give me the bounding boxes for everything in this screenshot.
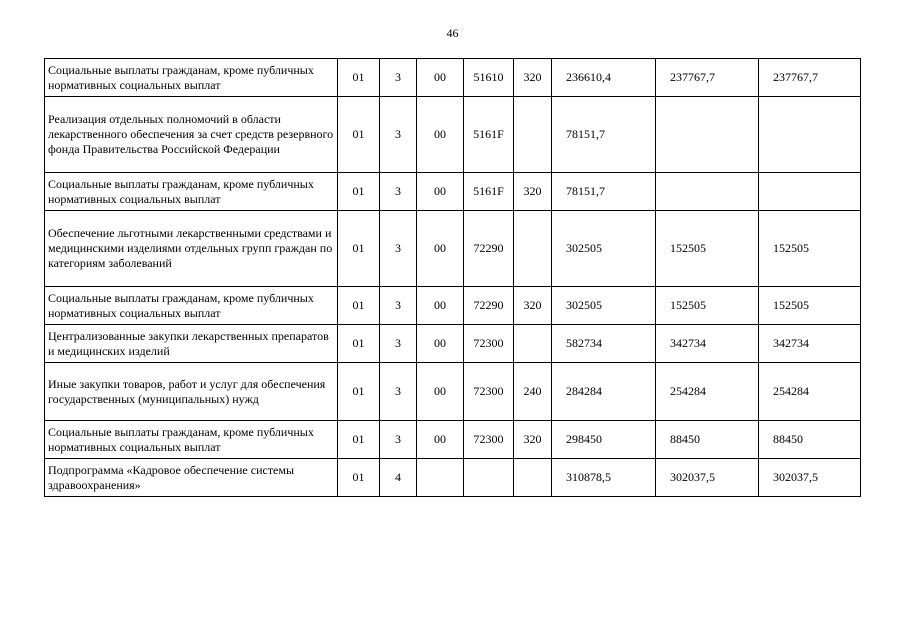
row-name: Централизованные закупки лекарственных препаратов и медицинских изделий xyxy=(45,325,338,363)
amount-year-1: 236610,4 xyxy=(552,59,656,97)
code-subprogram: 3 xyxy=(380,421,417,459)
amount-year-1: 582734 xyxy=(552,325,656,363)
code-program: 01 xyxy=(338,459,380,497)
amount-year-2: 342734 xyxy=(656,325,759,363)
row-name: Подпрограмма «Кадровое обеспечение системы здравоохранения» xyxy=(45,459,338,497)
row-name: Иные закупки товаров, работ и услуг для обеспечения государственных (муниципальных) нужд xyxy=(45,363,338,421)
amount-year-2 xyxy=(656,97,759,173)
table-row xyxy=(45,97,861,173)
amount-year-1: 298450 xyxy=(552,421,656,459)
code-program: 01 xyxy=(338,363,380,421)
amount-year-2 xyxy=(656,173,759,211)
code-direction: 72300 xyxy=(464,325,514,363)
code-subprogram: 3 xyxy=(380,173,417,211)
row-name: Социальные выплаты гражданам, кроме публичных нормативных социальных выплат xyxy=(45,173,338,211)
table-row xyxy=(45,363,861,421)
amount-year-2: 237767,7 xyxy=(656,59,759,97)
table-row xyxy=(45,325,861,363)
code-event: 00 xyxy=(417,211,464,287)
amount-year-1: 310878,5 xyxy=(552,459,656,497)
code-subprogram: 3 xyxy=(380,211,417,287)
row-name: Социальные выплаты гражданам, кроме публичных нормативных социальных выплат xyxy=(45,59,338,97)
table-row xyxy=(45,287,861,325)
code-program: 01 xyxy=(338,287,380,325)
code-subprogram: 3 xyxy=(380,97,417,173)
code-program: 01 xyxy=(338,325,380,363)
amount-year-1: 302505 xyxy=(552,287,656,325)
table-row xyxy=(45,421,861,459)
amount-year-3: 237767,7 xyxy=(759,59,861,97)
code-expense-type: 320 xyxy=(514,59,552,97)
code-subprogram: 3 xyxy=(380,287,417,325)
code-direction: 72290 xyxy=(464,211,514,287)
code-expense-type: 320 xyxy=(514,421,552,459)
amount-year-2: 254284 xyxy=(656,363,759,421)
code-direction xyxy=(464,459,514,497)
amount-year-2: 88450 xyxy=(656,421,759,459)
amount-year-1: 78151,7 xyxy=(552,173,656,211)
row-name: Социальные выплаты гражданам, кроме публичных нормативных социальных выплат xyxy=(45,421,338,459)
code-subprogram: 3 xyxy=(380,325,417,363)
code-program: 01 xyxy=(338,173,380,211)
code-expense-type xyxy=(514,97,552,173)
table-row xyxy=(45,59,861,97)
code-subprogram: 4 xyxy=(380,459,417,497)
amount-year-2: 152505 xyxy=(656,287,759,325)
code-direction: 5161F xyxy=(464,97,514,173)
code-event: 00 xyxy=(417,287,464,325)
amount-year-1: 302505 xyxy=(552,211,656,287)
amount-year-1: 284284 xyxy=(552,363,656,421)
budget-table xyxy=(44,58,861,497)
amount-year-3 xyxy=(759,173,861,211)
amount-year-1: 78151,7 xyxy=(552,97,656,173)
code-expense-type: 240 xyxy=(514,363,552,421)
code-event: 00 xyxy=(417,59,464,97)
table-row xyxy=(45,211,861,287)
row-name: Социальные выплаты гражданам, кроме публичных нормативных социальных выплат xyxy=(45,287,338,325)
amount-year-3: 254284 xyxy=(759,363,861,421)
amount-year-3: 88450 xyxy=(759,421,861,459)
code-direction: 51610 xyxy=(464,59,514,97)
table-row xyxy=(45,459,861,497)
code-event: 00 xyxy=(417,97,464,173)
code-direction: 72290 xyxy=(464,287,514,325)
table-row xyxy=(45,173,861,211)
code-event: 00 xyxy=(417,421,464,459)
code-subprogram: 3 xyxy=(380,59,417,97)
amount-year-2: 152505 xyxy=(656,211,759,287)
code-direction: 72300 xyxy=(464,421,514,459)
code-event xyxy=(417,459,464,497)
code-program: 01 xyxy=(338,421,380,459)
code-event: 00 xyxy=(417,325,464,363)
row-name: Реализация отдельных полномочий в области лекарственного обеспечения за счет средств резервного фонда Правительства Российской Федерации xyxy=(45,97,338,173)
code-expense-type xyxy=(514,211,552,287)
amount-year-2: 302037,5 xyxy=(656,459,759,497)
code-expense-type: 320 xyxy=(514,287,552,325)
amount-year-3: 152505 xyxy=(759,287,861,325)
code-expense-type xyxy=(514,325,552,363)
code-direction: 72300 xyxy=(464,363,514,421)
amount-year-3 xyxy=(759,97,861,173)
page-number: 46 xyxy=(446,26,459,40)
code-program: 01 xyxy=(338,97,380,173)
row-name: Обеспечение льготными лекарственными средствами и медицинскими изделиями отдельных групп граждан по категориям заболеваний xyxy=(45,211,338,287)
amount-year-3: 342734 xyxy=(759,325,861,363)
code-expense-type xyxy=(514,459,552,497)
code-event: 00 xyxy=(417,173,464,211)
code-subprogram: 3 xyxy=(380,363,417,421)
code-program: 01 xyxy=(338,211,380,287)
code-event: 00 xyxy=(417,363,464,421)
code-program: 01 xyxy=(338,59,380,97)
code-direction: 5161F xyxy=(464,173,514,211)
amount-year-3: 152505 xyxy=(759,211,861,287)
code-expense-type: 320 xyxy=(514,173,552,211)
amount-year-3: 302037,5 xyxy=(759,459,861,497)
